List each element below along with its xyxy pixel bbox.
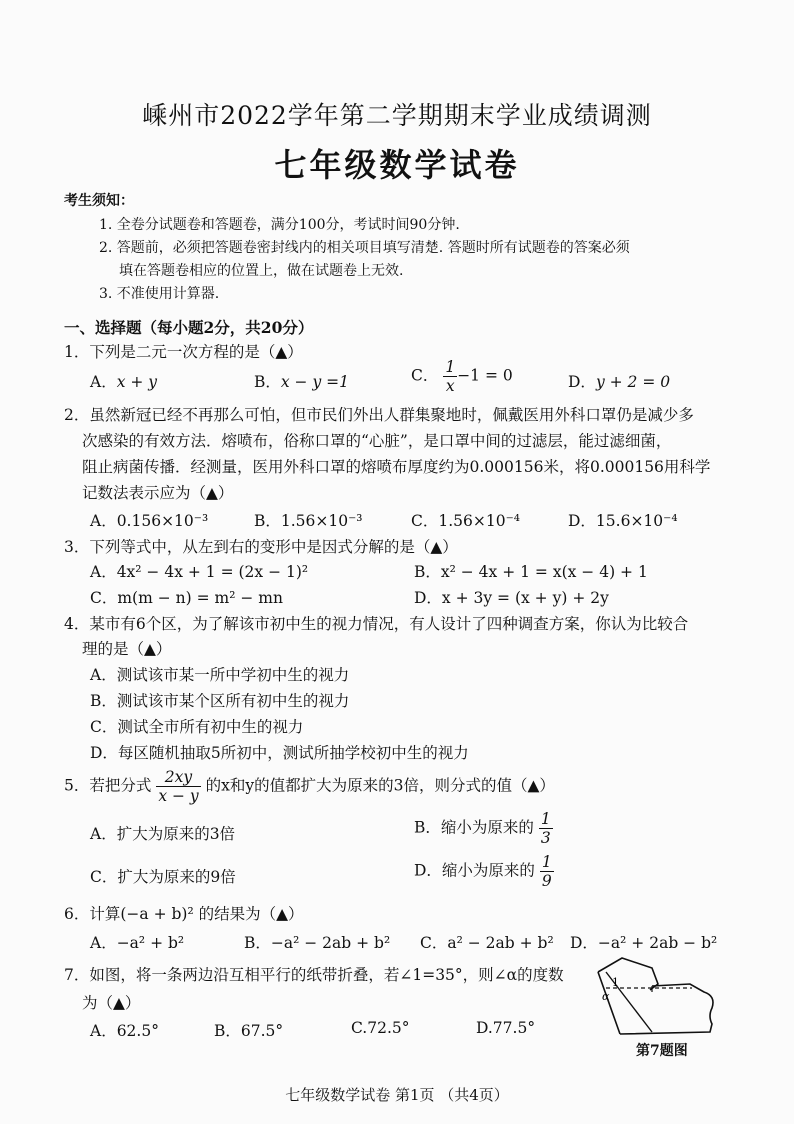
q6-option-d: D．−a² + 2ab − b² [570,934,718,952]
q4-option-c: C．测试全市所有初中生的视力 [90,718,304,736]
notice-item-2b: 填在答题卷相应的位置上，做在试题卷上无效. [119,263,404,279]
q6-option-a: A．−a² + b² [90,934,185,952]
q4-line-1: 4．某市有6个区，为了解该市初中生的视力情况，有人设计了四种调查方案，你认为比较合 [64,615,689,633]
exam-header: 嵊州市2022学年第二学期期末学业成绩调测 [142,101,652,130]
q2-line-4: 记数法表示应为（▲） [82,484,234,502]
q1-option-c: C． $\frac{1}{x}$ −1 = 0 [411,358,513,395]
q4-option-a: A．测试该市某一所中学初中生的视力 [90,666,350,684]
q7-option-c: C.72.5° [351,1019,410,1037]
notice-item-3: 3. 不准使用计算器. [99,286,220,302]
q4-line-2: 理的是（▲） [82,640,172,658]
q5-option-c: C．扩大为原来的9倍 [90,868,236,886]
q6-option-c: C．a² − 2ab + b² [420,934,554,952]
q7-option-a: A．62.5° [90,1022,159,1040]
q7-figure-caption: 第7题图 [636,1043,688,1059]
q2-option-a: A．0.156×10⁻³ [90,512,209,530]
q7-option-d: D.77.5° [476,1019,536,1037]
q7-line-2: 为（▲） [82,994,141,1012]
q3-option-a: A．4x² − 4x + 1 = (2x − 1)² [90,563,309,581]
q5-stem: 5．若把分式 $\frac{2xy}{x - y}$ 的x和y的值都扩大为原来的3倍，则分式的值（▲） [64,768,555,805]
q7-option-b: B．67.5° [214,1022,284,1040]
angle-1-label: 1 [612,976,619,989]
q4-option-d: D．每区随机抽取5所初中，测试所抽学校初中生的视力 [90,744,469,762]
q2-option-c: C．1.56×10⁻⁴ [411,512,520,530]
exam-title: 七年级数学试卷 [274,146,520,184]
q3-option-d: D．x + 3y = (x + y) + 2y [414,589,609,607]
q6-option-b: B．−a² − 2ab + b² [244,934,391,952]
q2-line-2: 次感染的有效方法．熔喷布，俗称口罩的“心脏”，是口罩中间的过滤层，能过滤细菌， [82,432,672,450]
q2-line-1: 2．虽然新冠已经不再那么可怕，但市民们外出人群集聚地时，佩戴医用外科口罩仍是减少多 [64,406,694,424]
q2-option-b: B．1.56×10⁻³ [254,512,363,530]
angle-alpha-label: α [602,990,610,1003]
q1-option-d: D．y + 2 = 0 [568,373,671,391]
q5-option-a: A．扩大为原来的3倍 [90,825,236,843]
q5-option-d: D．缩小为原来的 $\frac{1}{9}$ [414,853,552,890]
notice-item-1: 1. 全卷分试题卷和答题卷，满分100分，考试时间90分钟. [99,217,460,233]
q5-option-b: B．缩小为原来的 $\frac{1}{3}$ [414,810,551,847]
page-footer: 七年级数学试卷 第1页 （共4页） [285,1086,509,1104]
q2-option-d: D．15.6×10⁻⁴ [568,512,678,530]
q1-stem: 1．下列是二元一次方程的是（▲） [64,343,303,361]
section-title: 一、选择题（每小题2分，共20分） [64,318,314,337]
folded-strip-figure [592,952,722,1037]
notice-heading: 考生须知： [64,193,134,209]
notice-item-2a: 2. 答题前，必须把答题卷密封线内的相关项目填写清楚. 答题时所有试题卷的答案必须 [99,240,630,256]
q1-option-a: A．x + y [90,373,158,391]
q3-option-b: B．x² − 4x + 1 = x(x − 4) + 1 [414,563,648,581]
q4-option-b: B．测试该市某个区所有初中生的视力 [90,692,350,710]
q3-stem: 3．下列等式中，从左到右的变形中是因式分解的是（▲） [64,538,458,556]
q7-line-1: 7．如图，将一条两边沿互相平行的纸带折叠，若∠1=35°，则∠α的度数 [64,966,564,984]
q1-option-b: B．x − y =1 [254,373,350,391]
q3-option-c: C．m(m − n) = m² − mn [90,589,283,607]
q6-stem: 6．计算(−a + b)² 的结果为（▲） [64,905,304,923]
q2-line-3: 阻止病菌传播．经测量，医用外科口罩的熔喷布厚度约为0.000156米，将0.000156用科学 [82,458,711,476]
